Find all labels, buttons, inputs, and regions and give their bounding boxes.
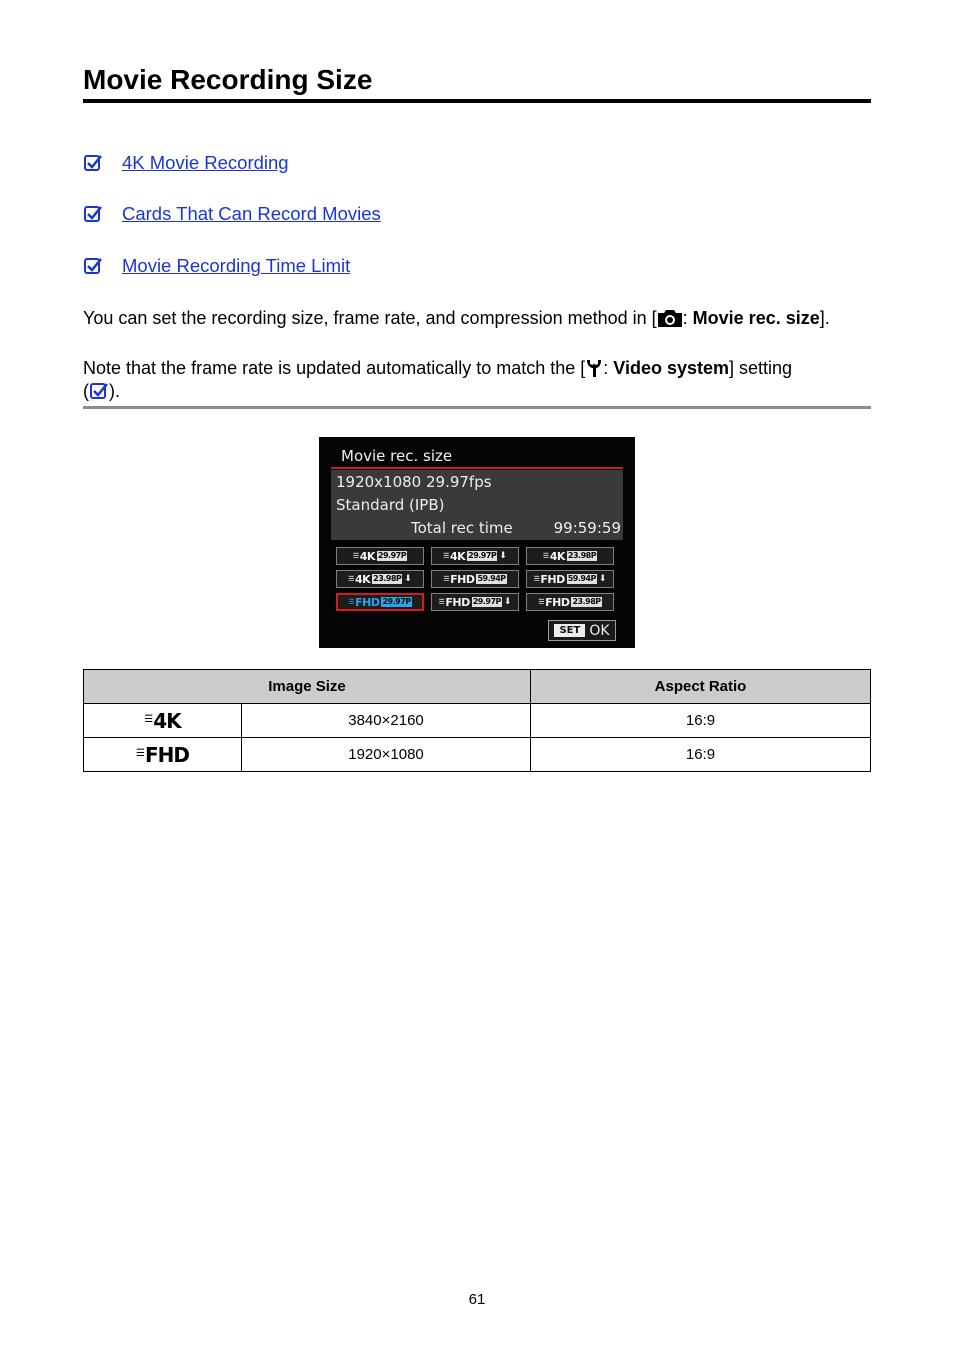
link-item[interactable] [83,201,381,227]
download-icon: ⬇ [499,551,507,561]
option-size-label: ☰FHD [438,595,470,609]
camera-total-rec-value: 99:59:59 [553,519,621,537]
intro-text: ( [83,381,89,401]
option-size-label: ☰FHD [538,595,570,609]
option-size-label: ☰4K [352,549,375,563]
film-bars-icon: ☰ [443,551,449,560]
option-size-label: ☰FHD [443,572,475,586]
table-row [84,738,871,772]
movie-size-option[interactable] [526,593,614,611]
intro-text: : [603,358,614,378]
intro-text: ). [109,381,120,401]
camera-menu-header [331,445,623,469]
camera-menu-title: Movie rec. size [341,447,453,465]
checkbox-link-icon [83,153,103,173]
page-number: 61 [468,1291,486,1308]
download-icon: ⬇ [503,597,512,607]
table-row [84,704,871,738]
movie-size-option[interactable] [336,547,424,565]
film-bars-icon: ☰ [538,597,545,606]
option-fps-label: 29.97P [382,597,411,606]
set-label: SET [554,624,585,637]
aspect-cell: 16:9 [531,738,871,772]
option-size-label: ☰4K [542,549,565,563]
header-aspect-ratio: Aspect Ratio [531,670,871,704]
link-4k-movie-recording[interactable]: 4K Movie Recording [122,152,289,173]
fhd-size-icon: ☰FHD [136,742,189,767]
set-ok-button[interactable] [548,620,616,641]
title-rule [83,99,871,103]
section-divider [83,406,871,409]
menu-name-video-system: Video system [613,358,730,378]
option-size-label: ☰FHD [348,595,380,609]
option-fps-label: 59.94P [477,574,506,583]
table-header-row [84,670,871,704]
4k-size-icon: ☰4K [144,708,181,733]
film-bars-icon: ☰ [542,551,549,560]
camera-resolution-fps: 1920x1080 29.97fps [336,473,492,491]
film-bars-icon: ☰ [352,551,359,560]
movie-size-option[interactable] [431,570,519,588]
link-cards-that-can-record[interactable]: Cards That Can Record Movies [122,203,381,224]
option-fps-label: 29.97P [472,597,501,606]
film-bars-icon: ☰ [348,574,354,583]
header-image-size: Image Size [84,670,531,704]
movie-size-option[interactable] [431,593,519,611]
option-fps-label: 23.98P [572,597,601,606]
checkbox-link-icon [83,256,103,276]
film-bars-icon: ☰ [348,597,355,606]
size-icon-cell [84,704,242,738]
link-item[interactable] [83,253,350,279]
resolution-cell: 3840×2160 [242,704,531,738]
ok-label: OK [589,622,610,639]
intro-text: Note that the frame rate is updated automatically to match the [ [83,358,586,378]
intro-text: ] setting [729,358,793,378]
option-fps-label: 29.97P [377,551,407,560]
movie-size-option[interactable] [526,570,614,588]
image-size-table [83,669,871,772]
camera-shoot-icon [657,308,683,328]
page-title: Movie Recording Size [83,64,373,95]
intro-paragraph-1 [83,307,873,330]
checkbox-link-icon[interactable] [89,381,109,401]
aspect-cell: 16:9 [531,704,871,738]
option-size-label: ☰4K [348,572,371,586]
camera-total-rec-label: Total rec time [411,519,513,537]
movie-size-option[interactable] [336,570,424,588]
intro-paragraph-2 [83,357,873,403]
option-size-label: ☰FHD [533,572,565,586]
intro-text: ]. [819,308,830,328]
checkbox-link-icon [83,204,103,224]
resolution-cell: 1920×1080 [242,738,531,772]
camera-screen-image [319,437,635,648]
option-fps-label: 29.97P [468,551,497,560]
setup-wrench-icon [585,358,603,378]
menu-name-movie-rec-size: Movie rec. size [692,308,820,328]
size-icon-cell [84,738,242,772]
option-fps-label: 23.98P [567,551,597,560]
film-bars-icon: ☰ [438,597,445,606]
download-icon: ⬇ [404,574,412,584]
download-icon: ⬇ [598,574,607,584]
link-item[interactable] [83,150,289,176]
movie-size-option[interactable] [526,547,614,565]
option-fps-label: 59.94P [567,574,596,583]
intro-text: You can set the recording size, frame rate, and compression method in [ [83,308,657,328]
film-bars-icon: ☰ [533,574,540,583]
intro-text: : [682,308,693,328]
film-bars-icon: ☰ [443,574,450,583]
camera-compression: Standard (IPB) [336,496,445,514]
option-fps-label: 23.98P [373,574,402,583]
camera-info-panel [331,470,623,540]
option-size-label: ☰4K [443,549,466,563]
link-recording-time-limit[interactable]: Movie Recording Time Limit [122,255,351,276]
movie-size-option[interactable] [431,547,519,565]
movie-size-option[interactable] [336,593,424,611]
